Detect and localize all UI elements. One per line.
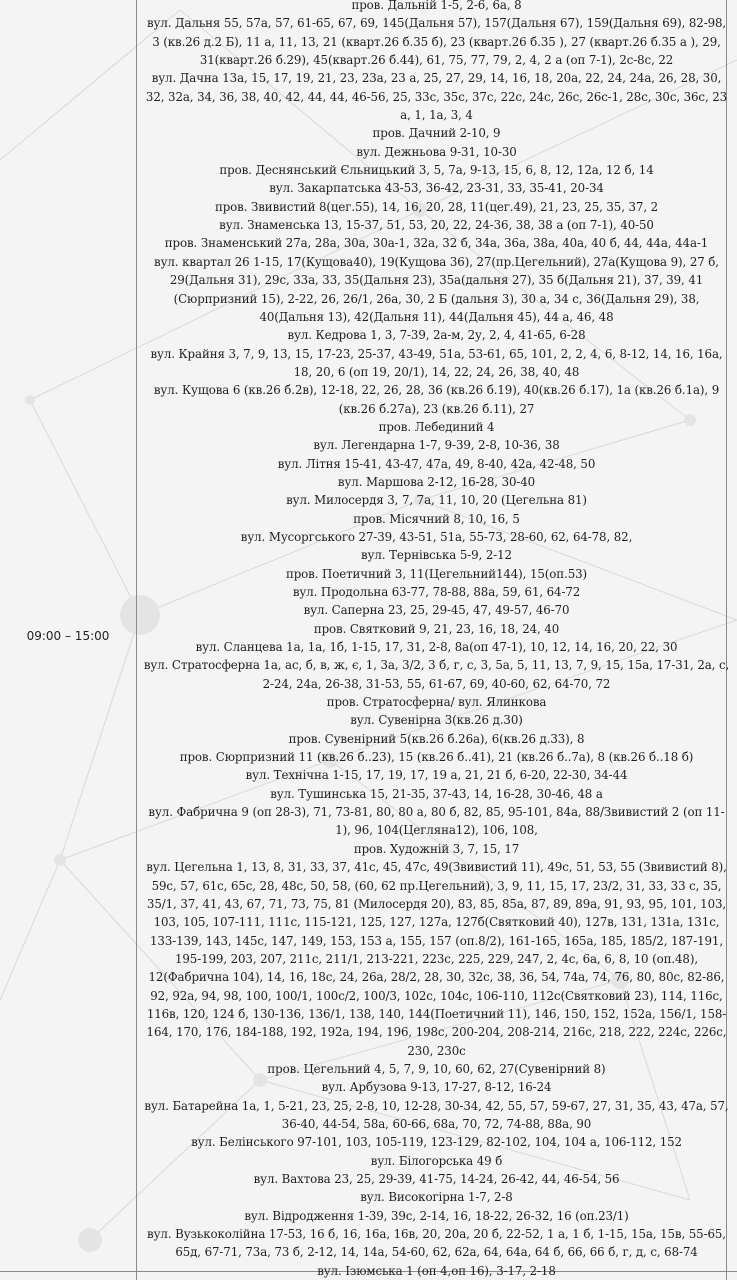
addresses-cell (137, 0, 736, 1280)
address-entry: вул. Маршова 2-12, 16-28, 30-40 (337, 474, 536, 489)
address-entry: вул. Високогірна 1-7, 2-8 (360, 1190, 513, 1205)
address-entry: вул. Технічна 1-15, 17, 19, 17, 19 а, 21, 21 б, 6-20, 22-30, 34-44 (245, 768, 628, 783)
address-entry: вул. Дежньова 9-31, 10-30 (356, 144, 517, 159)
address-entry: вул. Саперна 23, 25, 29-45, 47, 49-57, 46-70 (303, 603, 570, 618)
address-entry: вул. Дальня 55, 57а, 57, 61-65, 67, 69, 145(Дальня 57), 157(Дальня 67), 159(Дальня 69), 82-98, 3 (кв.26 д.2 Б), 11 а, 11, 13, 21 (кварт.26 б.35 б), 23 (кварт.26 б.35 ), 27 (кварт.26 б.35 а ), 29, 31(кварт.26 б.29), 45(кварт.26 б.44), 61, 75, 77, 79, 2, 4, 2 а (оп 7-1), 2с-8с, 22 (146, 16, 727, 68)
address-entry: вул. Знаменська 13, 15-37, 51, 53, 20, 22, 24-36, 38, 38 а (оп 7-1), 40-50 (219, 218, 654, 233)
address-entry: вул. квартал 26 1-15, 17(Кущова40), 19(Кущова 36), 27(пр.Цегельний), 27а(Кущова 9), 27 б, 29(Дальня 31), 29с, 33а, 33, 35(Дальня 23), 35а(дальня 27), 35 б(Дальня 21), 37, 39, 41 (Сюрпризний 15), 2-22, 26, 26/1, 26а, 30, 2 Б (дальня 3), 30 а, 34 с, 36(Дальня 29), 38, 40(Дальня 13), 42(Дальня 11), 44(Дальня 45), 44 а, 46, 48 (154, 254, 719, 324)
address-entry: вул. Легендарна 1-7, 9-39, 2-8, 10-36, 38 (313, 438, 560, 453)
address-entry: пров. Дачний 2-10, 9 (372, 126, 501, 141)
address-entry: пров. Лебединий 4 (378, 419, 495, 434)
address-entry: вул. Дачна 13а, 15, 17, 19, 21, 23, 23а, 23 а, 25, 27, 29, 14, 16, 18, 20а, 22, 24, 24а, 26, 28, 30, 32, 32а, 34, 36, 38, 40, 42, 44, 44, 46-56, 25, 33с, 35с, 37с, 22с, 24с, 26с, 26с-1, 28с, 30с, 36с, 23 а, 1, 1а, 3, 4 (145, 71, 728, 123)
address-entry: вул. Кедрова 1, 3, 7-39, 2а-м, 2у, 2, 4, 41-65, 6-28 (287, 328, 586, 343)
address-entry: пров. Поетичний 3, 11(Цегельний144), 15(оп.53) (285, 566, 588, 581)
address-entry: пров. Сувенірний 5(кв.26 б.26а), 6(кв.26 д.33), 8 (288, 731, 585, 746)
address-entry: вул. Вахтова 23, 25, 29-39, 41-75, 14-24, 26-42, 44, 46-54, 56 (253, 1172, 620, 1186)
address-entry: вул. Тернівська 5-9, 2-12 (361, 548, 512, 563)
address-entry: вул. Білогорська 49 б (370, 1153, 503, 1168)
address-entry: вул. Батарейна 1а, 1, 5-21, 23, 25, 2-8, 10, 12-28, 30-34, 42, 55, 57, 59-67, 27, 31, 35, 43, 47а, 57, 36-40, 44-54, 58а, 60-66, 68а, 70, 72, 74-88, 88а, 90 (144, 1098, 729, 1131)
address-entry: вул. Ізюмська 1 (оп 4,оп 16), 3-17, 2-18 (317, 1263, 556, 1278)
address-entry: вул. Милосердя 3, 7, 7а, 11, 10, 20 (Цегельна 81) (286, 493, 587, 508)
address-entry: вул. Цегельна 1, 13, 8, 31, 33, 37, 41с, 45, 47с, 49(Звивистий 11), 49с, 51, 53, 55 (Звивистий 8), 59с, 57, 61с, 65с, 28, 48с, 50, 58, (60, 62 пр.Цегельний), 3, 9, 11, 15, 17, 23/2, 31, 33, 33 с, 35, 35/1, 37, 41, 43, 67, 71, 73, 75, 81 (Милосердя 20), 83, 85, 85а, 87, 89, 89а, 91, 93, 95, 101, 103, 103, 105, 107-111, 111с, 115-121, 125, 127, 127а, 127б(Святковий 40), 127в, 131, 131а, 131с, 133-139, 143, 145с, 147, 149, 153, 153 а, 155, 157 (оп.8/2), 161-165, 165а, 185, 185/2, 187-191, 195-199, 203, 207, 211с, 211/1, 213-221, 223с, 225, 229, 247, 2, 4с, 6а, 6, 8, 10 (оп.48), 12(Фабрична 104), 14, 16, 18с, 24, 26а, 28/2, 28, 30, 32с, 38, 36, 54, 74а, 74, 76, 80, 80с, 82-86, 92, 92а, 94, 98, 100, 100/1, 100с/2, 100/3, 102с, 104с, 106-110, 112с(Святковий 23), 114, 116с, 116в, 120, 124 б, 130-136, 136/1, 138, 140, 144(Поетичний 11), 146, 150, 152, 152а, 156/1, 158-164, 170, 176, 184-188, 192, 192а, 194, 196, 198с, 200-204, 208-214, 216с, 218, 222, 224с, 226с, 230, 230с (146, 860, 727, 1058)
address-entry: вул. Вузькоколійна 17-53, 16 б, 16, 16а, 16в, 20, 20а, 20 б, 22-52, 1 а, 1 б, 1-15, 15а, 15в, 55-65, 65д, 67-71, 73а, 73 б, 2-12, 14, 14а, 54-60, 62, 62а, 64, 64а, 64 б, 66, 66 б, г, д, с, 68-74 (147, 1227, 726, 1260)
address-entry: пров. Стратосферна/ вул. Ялинкова (326, 695, 547, 710)
address-entry: вул. Сувенірна 3(кв.26 д.30) (350, 713, 523, 728)
address-entry: пров. Цегельний 4, 5, 7, 9, 10, 60, 62, 27(Сувенірний 8) (267, 1061, 606, 1076)
address-entry: вул. Фабрична 9 (оп 28-3), 71, 73-81, 80, 80 а, 80 б, 82, 85, 95-101, 84а, 88/Звивистий 2 (оп 11-1), 96, 104(Цегляна12), 106, 108, (148, 805, 725, 838)
time-range: 09:00 – 15:00 (26, 628, 110, 643)
address-entry: пров. Деснянський Єльницький 3, 5, 7а, 9-13, 15, 6, 8, 12, 12а, 12 б, 14 (219, 163, 654, 178)
address-entry: вул. Белінського 97-101, 103, 105-119, 123-129, 82-102, 104, 104 а, 106-112, 152 (191, 1135, 682, 1150)
address-entry: пров. Місячний 8, 10, 16, 5 (353, 511, 520, 526)
address-entry: вул. Відродження 1-39, 39с, 2-14, 16, 18-22, 26-32, 16 (оп.23/1) (244, 1208, 629, 1223)
address-entry: пров. Дальній 1-5, 2-6, 6а, 8 (351, 0, 522, 12)
address-entry: вул. Літня 15-41, 43-47, 47а, 49, 8-40, 42а, 42-48, 50 (277, 456, 596, 471)
address-entry: пров. Святковий 9, 21, 23, 16, 18, 24, 40 (313, 621, 560, 636)
address-entry: вул. Продольна 63-77, 78-88, 88а, 59, 61, 64-72 (292, 585, 581, 599)
address-entry: вул. Стратосферна 1а, ас, б, в, ж, є, 1, 3а, 3/2, 3 б, г, с, 3, 5а, 5, 11, 13, 7, 9, 15, 15а, 17-31, 2а, с, 2-24, 24а, 26-38, 31-53, 55, 61-67, 69, 40-60, 62, 64-70, 72 (143, 658, 730, 691)
address-entry: вул. Арбузова 9-13, 17-27, 8-12, 16-24 (321, 1080, 552, 1095)
address-entry: пров. Художній 3, 7, 15, 17 (353, 841, 520, 856)
address-entry: вул. Мусоргського 27-39, 43-51, 51а, 55-73, 28-60, 62, 64-78, 82, (240, 529, 633, 544)
address-entry: пров. Сюрпризний 11 (кв.26 б..23), 15 (кв.26 б..41), 21 (кв.26 б..7а), 8 (кв.26 б..18 б) (179, 750, 694, 765)
address-entry: вул. Кущова 6 (кв.26 б.2в), 12-18, 22, 26, 28, 36 (кв.26 б.19), 40(кв.26 б.17), 1а (кв.26 б.1а), 9 (кв.26 б.27а), 23 (кв.26 б.11), 27 (153, 383, 720, 416)
address-entry: вул. Сланцева 1а, 1а, 1б, 1-15, 17, 31, 2-8, 8а(оп 47-1), 10, 12, 14, 16, 20, 22, 30 (195, 640, 678, 655)
time-range-cell (0, 0, 136, 1271)
address-entry: вул. Тушинська 15, 21-35, 37-43, 14, 16-28, 30-46, 48 а (270, 786, 603, 801)
address-entry: вул. Крайня 3, 7, 9, 13, 15, 17-23, 25-37, 43-49, 51а, 53-61, 65, 101, 2, 2, 4, 6, 8-12, 14, 16, 16а, 18, 20, 6 (оп 19, 20/1), 14, 22, 24, 26, 38, 40, 48 (150, 346, 723, 379)
address-entry: пров. Звивистий 8(цег.55), 14, 16, 20, 28, 11(цег.49), 21, 23, 25, 35, 37, 2 (214, 199, 659, 214)
address-entry: вул. Закарпатська 43-53, 36-42, 23-31, 33, 35-41, 20-34 (269, 181, 604, 196)
address-entry: пров. Знаменський 27а, 28а, 30а, 30а-1, 32а, 32 б, 34а, 36а, 38а, 40а, 40 б, 44, 44а, 44а-1 (164, 236, 709, 251)
